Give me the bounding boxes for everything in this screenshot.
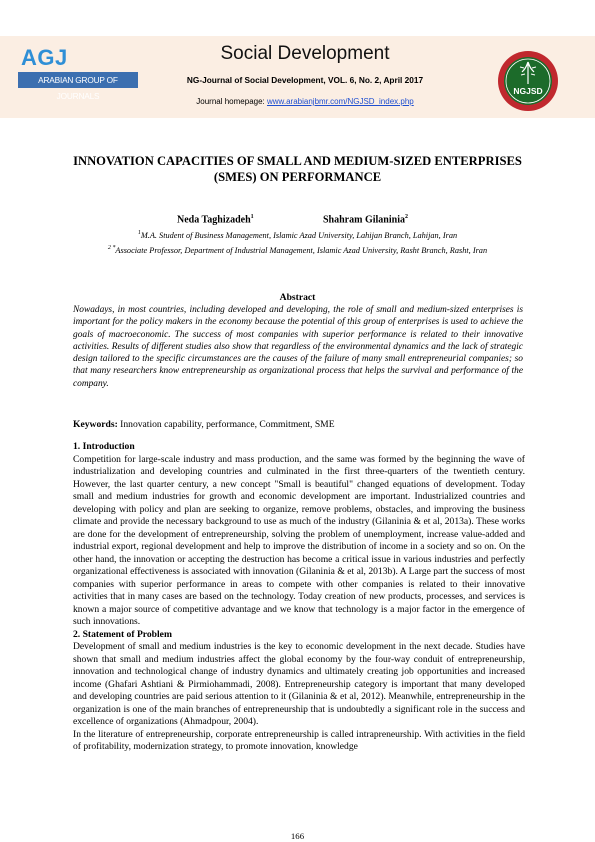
author-1-sup: 1 bbox=[250, 214, 254, 220]
journal-homepage bbox=[150, 97, 460, 106]
body-text bbox=[73, 441, 525, 754]
paragraph: In the literature of entrepreneurship, corporate entrepreneurship is called intrapreneurship. With activities in the field of profitability, modernization strategy, to promote innovation, knowledge bbox=[73, 728, 525, 752]
affiliation-2-text: Associate Professor, Department of Industrial Management, Islamic Azad University, Rasht Branch, Rasht, Iran bbox=[115, 245, 488, 255]
author-2-name: Shahram Gilaninia bbox=[323, 214, 405, 226]
author-1-name: Neda Taghizadeh bbox=[177, 214, 251, 226]
keywords-label: Keywords: bbox=[73, 419, 118, 430]
affiliations bbox=[40, 227, 555, 257]
author-1 bbox=[177, 214, 254, 225]
affiliation-2-sup: 2 * bbox=[107, 244, 116, 251]
agj-logo-text: AGJ bbox=[21, 45, 68, 70]
journal-title: Social Development bbox=[220, 43, 390, 64]
paper-title: INNOVATION CAPACITIES OF SMALL AND MEDIUM-SIZED ENTERPRISES (SMES) ON PERFORMANCE bbox=[73, 154, 522, 184]
abstract-heading: Abstract bbox=[279, 292, 316, 303]
author-2 bbox=[323, 214, 408, 225]
affiliation-2 bbox=[40, 242, 555, 257]
ngjsd-seal-icon bbox=[497, 50, 559, 112]
abstract-text: Nowadays, in most countries, including developed and developing, the role of small and medium-sized enterprises is important for the policy makers in the economy because the potential of this group of enterprises is used to achieve the goals of macroeconomic. The success of most companies with superior performance is related to their innovative activities. Results of different studies also show that regardless of the environmental dynamics and the lack of strategic design tailored to the specific circumstances are the causes of the failure of many small entrepreneurial companies; so that many researchers know entrepreneurship as organizational process that helps the survival and performance of the company. bbox=[73, 305, 523, 389]
affiliation-1-text: M.A. Student of Business Management, Islamic Azad University, Lahijan Branch, Lahijan, Iran bbox=[140, 230, 458, 240]
page-number: 166 bbox=[290, 831, 305, 841]
affiliation-1-sup: 1 bbox=[137, 230, 141, 236]
paragraph: Development of small and medium industries is the key to economic development in the next decade. Studies have shown that small and medium industries affect the global economy by the four-way conduit of entrepreneurship, innovation and technological change of industry dynamics and ultimately creating job opportunities and increased income (Ghafari Ashtiani & Pirmiohammadi, 2008). Entrepreneurship category is important that many developed and developing countries are paid serious attention to it (Gilaninia & et al, 2012). Meanwhile, entrepreneurship in the organization is one of the main branches of entrepreneurship that is undoubtedly a significant role in the success and excellence of organizations (Ahmadpour, 2004). bbox=[73, 641, 525, 727]
agj-logo-subtitle: ARABIAN GROUP OF JOURNALS bbox=[18, 72, 138, 88]
homepage-label: Journal homepage: bbox=[196, 97, 267, 106]
affiliation-1 bbox=[40, 227, 555, 242]
seal-text: NGJSD bbox=[513, 86, 543, 96]
section-heading-statement: 2. Statement of Problem bbox=[73, 628, 172, 640]
paragraph: Competition for large-scale industry and mass production, and the same was formed by the beginning the wave of industrialization and developing countries and culminated in the first three-quarters of the twentieth century. However, the last quarter century, a new concept "Small is beautiful" changed equations of development. Today small and medium industries for growth and economic development are important. Industrialized countries and developing with policy and plan are seeking to organize, remove problems, obstacles, and improving the business climate and provide the necessary background to use as much of the industry (Gilaninia & et al, 2013a). These works are done for the development of entrepreneurship, solving the problem of unemployment, increase value-added and industrial export, regional development and help to improve the distribution of income in a society and so on. On the other hand, the innovation or accepting the destruction has become a critical issue in various industries and perfectly organizational effectiveness is associated with innovation (Gilaninia & et al, 2013b). A Large part the success of most companies with superior performance in areas to compete with other companies is related to their innovative activities that in many cases are based on the technology. Today creation of new products, processes, and services is known a major source of competitive advantage and we know that technology is a major factor in the emergence of such innovations. bbox=[73, 453, 525, 627]
keywords-text: Innovation capability, performance, Commitment, SME bbox=[117, 419, 335, 430]
journal-info: NG-Journal of Social Development, VOL. 6, No. 2, April 2017 bbox=[186, 75, 424, 85]
section-heading-introduction: 1. Introduction bbox=[73, 441, 135, 452]
author-2-sup: 2 bbox=[404, 214, 408, 220]
homepage-link[interactable]: www.arabianjbmr.com/NGJSD_index.php bbox=[266, 97, 414, 106]
agj-logo bbox=[18, 45, 138, 101]
keywords bbox=[73, 419, 533, 430]
